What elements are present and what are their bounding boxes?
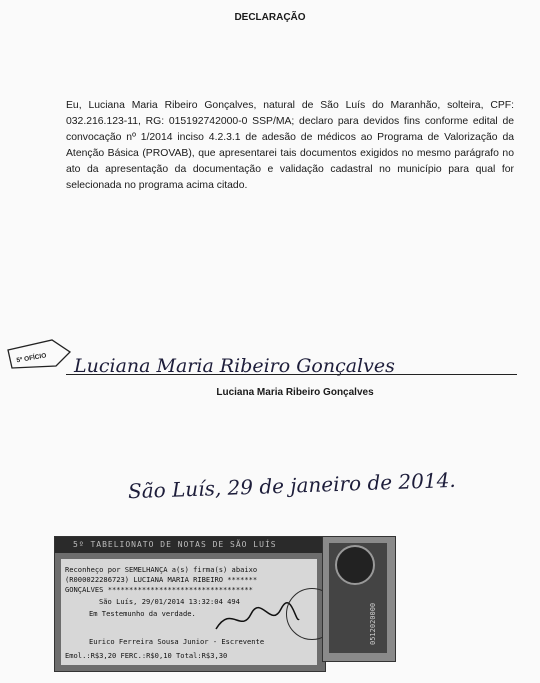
notary-stamp-header: 5º TABELIONATO DE NOTAS DE SÃO LUÍS [55, 537, 325, 553]
notary-stamp-body [61, 559, 317, 665]
notary-line: (R000022286723) LUCIANA MARIA RIBEIRO ******* [65, 575, 258, 584]
signer-name: Luciana Maria Ribeiro Gonçalves [216, 387, 374, 398]
security-seal [322, 536, 396, 662]
notary-line: São Luís, 29/01/2014 13:32:04 494 [99, 597, 240, 606]
notary-line: Emol.:R$3,20 FERC.:R$0,10 Total:R$3,30 [65, 651, 228, 660]
declaration-body: Eu, Luciana Maria Ribeiro Gonçalves, natural de São Luís do Maranhão, solteira, CPF: 032.216.123-11, RG: 015192742000-0 SSP/MA; declaro para devidos fins conforme edital de convocação nº 1/2014 inciso 4.2.3.1 de adesão de médicos ao Programa de Valorização da Atenção Básica (PROVAB), que apresentarei tais documentos exigidos no mesmo parágrafo no ato da apresentação da documentação e validação cadastral no município para qual for selecionada no programa acima citado. [66, 100, 514, 191]
place-date-handwritten [128, 462, 488, 512]
place-date-text: São Luís, 29 de janeiro de 2014. [128, 467, 457, 504]
notary-line: Reconheço por SEMELHANÇA a(s) firma(s) abaixo [65, 565, 258, 574]
office-seal-text: 5º OFÍCIO [15, 352, 47, 365]
notary-line: Em Testemunho da verdade. [89, 609, 196, 618]
signature-text: Luciana Maria Ribeiro Gonçalves [74, 355, 395, 377]
document-title: DECLARAÇÃO [234, 12, 306, 23]
security-seal-code: 0512020000 [369, 602, 377, 645]
notary-authentication-stamp [54, 536, 326, 672]
notary-line: GONÇALVES ********************************** [65, 585, 253, 594]
notary-line: Eurico Ferreira Sousa Junior - Escrevente [89, 637, 265, 646]
signature-line [66, 374, 517, 375]
